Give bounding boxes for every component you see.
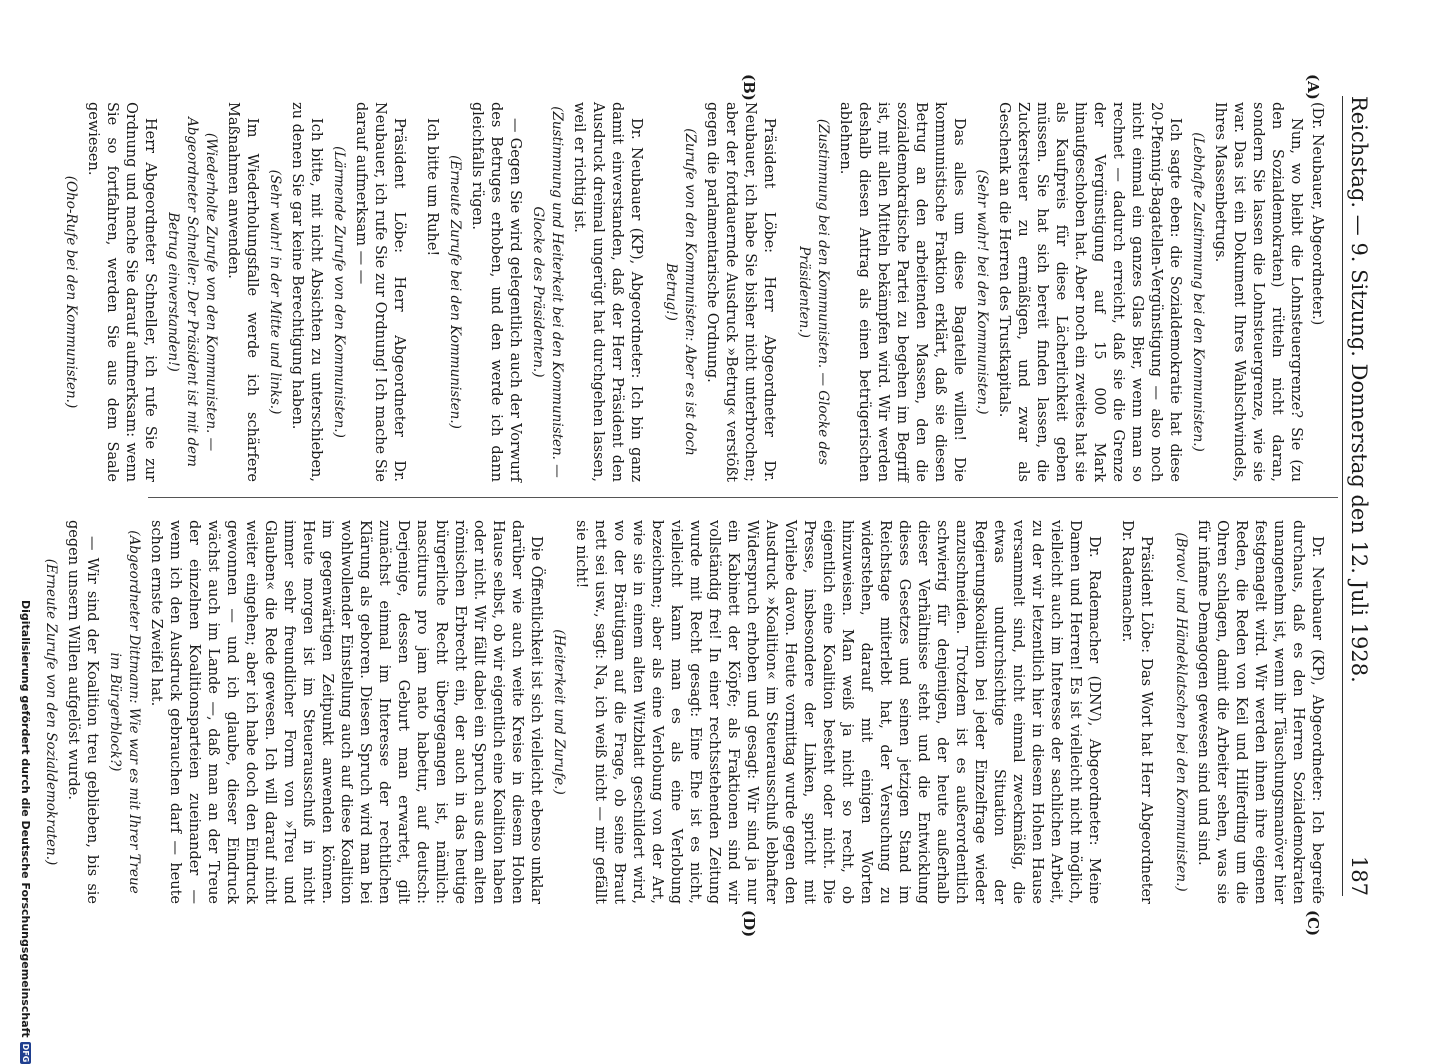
speech-paragraph: Ich sagte eben: die Sozialdemokratie hat diese 20-Pfennig-Bagatellen-Vergünstigung — also noch nicht einmal ein ganzes Glas Bier, wenn man so rechnet — dadurch erreicht, daß sie die Grenze der Vergünstigung auf 15 000 Mark hinaufgeschoben hat. Aber noch ein zweites hat sie als Kaufpreis für diese Lächerlichkeit geben müssen. Sie hat sich bereit finden lassen, die Zuckersteuer zu ermäßigen, und zwar als Geschenk an die Herren des Trustkapitals. [996,102,1183,482]
interjection: (Heiterkeit und Zurufe.) [551,629,567,795]
margin-letter-a: (A) [1304,74,1322,100]
digitization-note [19,600,32,1063]
speech-paragraph: Herr Abgeordneter Schneller, ich rufe Sie zur Ordnung und mache Sie darauf aufmerksam: wenn Sie so fortfahren, werden Sie aus dem Saale gewiesen. [85,102,158,482]
header-title: Reichstag. — 9. Sitzung. Donnerstag den 12. Juli 1928. [1347,96,1371,683]
page-number: 187 [1347,855,1371,896]
interjection: (Wiederholte Zurufe von den Kommunisten. — Abgeordneter Schneller: Der Präsident ist mit dem Betrug einverstanden!) [165,117,219,467]
paragraph-spacer [645,102,657,482]
speech-paragraph: — Wir sind der Koalition treu geblieben, bis sie gegen unsern Willen aufgelöst wurde. [65,520,100,904]
margin-letter-c: (C) [1304,910,1322,937]
margin-letter-d: (D) [740,910,758,938]
column-divider [148,497,1338,498]
speech-paragraph: (Dr. Neubauer, Abgeordneter.) [1309,102,1325,326]
speech-paragraph: — Gegen Sie wird gelegentlich auch der Vorwurf des Betruges erhoben, und den werde ich dann gleichfalls rügen. [469,102,523,482]
interjection: (Zurufe von den Kommunisten: Aber es ist doch Betrug!) [663,128,698,456]
speech-paragraph: Die Öffentlichkeit ist sich vielleicht ebenso unklar darüber wie auch weite Kreise in diesem Hohen Hause selbst, ob wir eigentlich eine Koalition haben oder nicht. Wir fällt dabei ein Spruch aus dem alten römischen Erbrecht ein, der auch in das heutige bürgerliche Recht übergegangen ist, nämlich: nasciturus pro jam nato habetur, auf deutsch: Derjenige, dessen Geburt man erwartet, gilt zunächst einmal im Interesse der rechtlichen Klärung als geboren. Diesen Spruch wird man bei wohlwollender Einstellung auch auf diese Koalition im gegenwärtigen Zeitpunkt anwenden können. Heute morgen ist im Steuerausschuß in nicht immer sehr freundlicher Form von »Treu und Glauben« die Rede gewesen. Ich will darauf nicht weiter eingehen; aber ich habe doch den Eindruck gewonnen — und ich glaube, dieser Eindruck wächst auch im Lande —, daß man an der Treue der einzelnen Koalitionsparteien zueinander — wenn ich den Ausdruck gebrauchen darf — heute schon ernste Zweifel hat. [148,520,544,904]
interjection: (Sehr wahr! bei den Kommunisten.) [974,169,990,415]
speech-paragraph: Dr. Rademacher (DNV), Abgeordneter: Meine Damen und Herren! Es ist vielleicht nicht möglich, vielleicht auch im Interesse der sachlichen Arbeit, zu der wir letzentlich hier in diesem Hohen Hause versammelt sind, nicht einmal zweckmäßig, die etwas undurchsichtige Situation der Regierungskoalition bei jeder Einzelfrage wieder anzuschneiden. Trotzdem ist es außerordentlich schwierig für denjenigen, der heute außerhalb dieser Verhältnisse steht und die Entwicklung dieses Gesetzes und seinen jetzigen Stand im Reichstage miterlebt hat, der Versuchung zu widerstehen, darauf mit einigen Worten hinzuweisen. Man weiß ja nicht so recht, ob eigentlich eine Koalition besteht oder nicht. Die Presse, insbesondere der Linken, spricht mit Vorliebe davon. Heute vormittag wurde gegen den Ausdruck »Koalition« im Steuerausschuß lebhafter Widerspruch erhoben und gesagt: Wir sind ja nur ein Kabinett der Köpfe; als Fraktionen sind wir vollständig frei! In einer rechtsstehenden Zeitung wurde mit Recht gesagt: Eine Ehe ist es nicht, vielleicht kann man es als eine Verlobung bezeichnen; aber als eine Verlobung von der Art, wie sie in einem alten Witzblatt geschildert wird, wo der Bräutigam auf die Frage, ob seine Braut nett sei usw., sagt: Na, ich weiß nicht — mir gefällt sie nicht! [573,520,1102,904]
interjection: (Lebhafte Zustimmung bei den Kommunisten.) [1190,132,1206,452]
speech-paragraph: Dr. Neubauer (KP), Abgeordneter: Ich begreife durchaus, daß es den Herren Sozialdemokraten unangenehm ist, wenn ihr Täuschungsmanöver hier festgenagelt wird. Wir werden ihnen ihre eigenen Reden, die Reden von Keil und Hilferding um die Ohren schlagen, damit die Arbeiter sehen, was sie für infame Demagogen gewesen sind und sind. [1195,520,1325,904]
speech-paragraph: Präsident Löbe: Herr Abgeordneter Dr. Neubauer, ich rufe Sie zur Ordnung! Ich mache Sie darauf aufmerksam — — [353,102,407,482]
paragraph-spacer [1155,520,1167,904]
interjection: (Erneute Zurufe bei den Kommunisten.) [447,155,463,429]
left-column [57,102,1326,482]
interjection: (Lärmende Zurufe von den Kommunisten.) [331,146,347,438]
interjection: (Oho-Rufe bei den Kommunisten.) [63,175,79,409]
paragraph-spacer [778,102,790,482]
digitization-text: Digitalisierung gefördert durch die Deutsche Forschungsgemeinschaft [19,600,32,1038]
interjection: (Zustimmung und Heiterkeit bei den Kommunisten. — Glocke des Präsidenten.) [530,106,565,478]
dfg-logo: DFG [21,1043,30,1063]
speech-paragraph: Ich bitte, mit nicht Absichten zu unterschieben, zu denen Sie gar keine Berechtigung haben. [289,102,324,482]
paragraph-spacer [408,102,420,482]
interjection: (Erneute Zurufe von den Sozialdemokraten.) [43,558,59,866]
speech-paragraph: Im Wiederholungsfalle werde ich schärfere Maßnahmen anwenden. [225,102,260,482]
speech-paragraph: Präsident Löbe: Das Wort hat Herr Abgeordneter Dr. Rademacher. [1119,520,1154,904]
speech-paragraph: Dr. Neubauer (KP), Abgeordneter: Ich bin ganz damit einverstanden, daß der Herr Präsident den Ausdruck dreimal ungerügt hat durchgehen lassen, weil er richtig ist. [571,102,644,482]
speech-paragraph: Ich bitte um Ruhe! [424,118,440,257]
margin-letter-b: (B) [740,74,758,101]
right-column [37,520,1326,904]
interjection: (Bravo! und Händeklatschen bei den Kommunisten.) [1173,532,1189,892]
page-header [1342,96,1382,896]
interjection: (Zustimmung bei den Kommunisten. — Glocke des Präsidenten.) [796,118,831,466]
speech-paragraph: Nun, wo bleibt die Lohnsteuergrenze? Sie (zu den Sozialdemokraten) rütteln nicht daran, sondern Sie lassen die Lohnsteuergrenze, wie sie war. Das ist ein Dokument Ihres Wahlschwindels, Ihres Massenbetrugs. [1212,102,1304,482]
interjection: (Abgeordneter Dittmann: Wie war es mit Ihrer Treue im Bürgerblock?) [107,530,142,894]
speech-paragraph: Das alles um diese Bagatelle willen! Die kommunistische Fraktion erklärt, daß sie diesen Betrug an den arbeitenden Massen, den die sozialdemokratische Partei zu begehen im Begriff ist, mit allen Mitteln bekämpfen wird. Wir werden deshalb diesen Antrag als einen betrügerischen ablehnen. [837,102,967,482]
paragraph-spacer [1103,520,1115,904]
speech-paragraph: Präsident Löbe: Herr Abgeordneter Dr. Neubauer, ich habe Sie bisher nicht unterbrochen; aber der fortdauernde Ausdruck »Betrug« verstößt gegen die parlamentarische Ordnung. [704,102,777,482]
interjection: (Sehr wahr! in der Mitte und links.) [267,169,283,415]
